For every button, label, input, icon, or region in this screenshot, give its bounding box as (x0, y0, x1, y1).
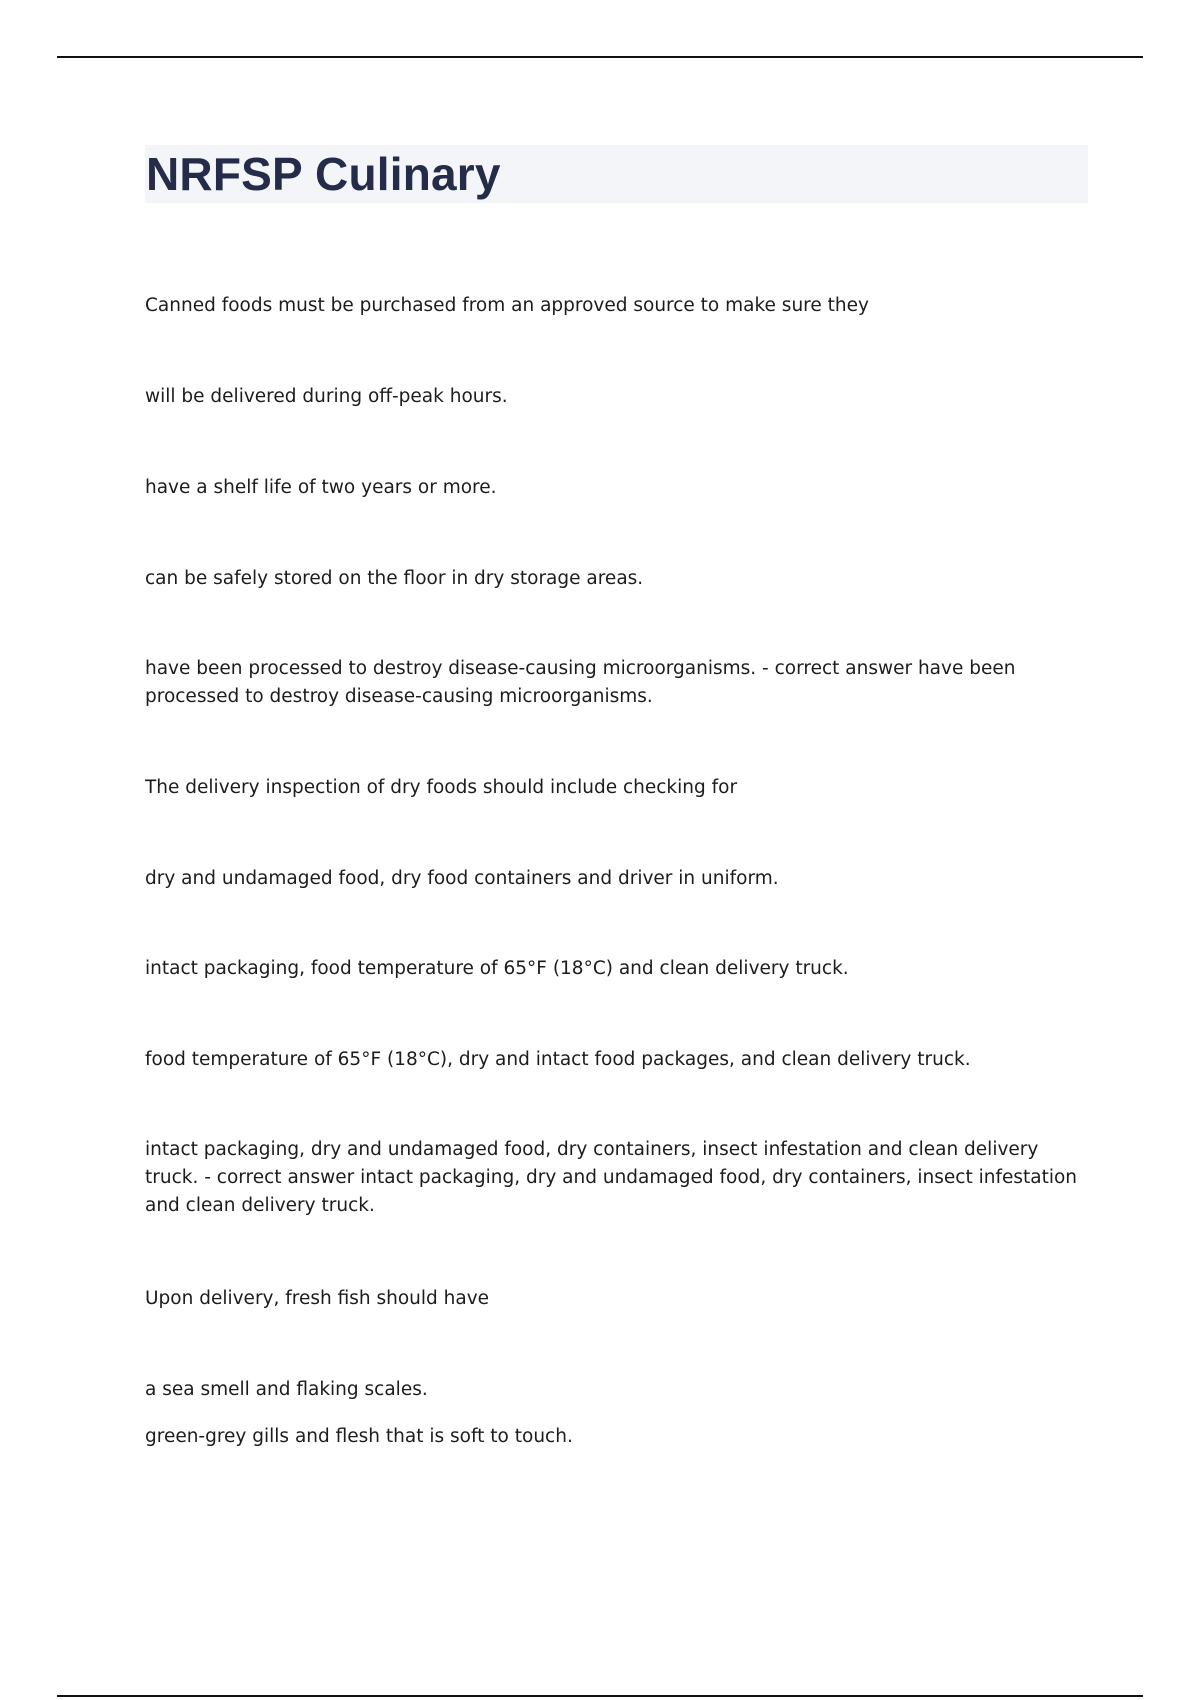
page-title: NRFSP Culinary (146, 148, 501, 200)
question-1-option: can be safely stored on the floor in dry storage areas. (145, 568, 644, 589)
question-2-option: dry and undamaged food, dry food containers and driver in uniform. (145, 868, 779, 889)
question-2-stem: The delivery inspection of dry foods should include checking for (145, 777, 738, 798)
question-1-answer: have been processed to destroy disease-causing microorganisms. - correct answer have been processed to destroy disease-causing microorganisms. (145, 658, 1016, 707)
question-3-option: green-grey gills and flesh that is soft to touch. (145, 1426, 573, 1447)
question-1-stem: Canned foods must be purchased from an approved source to make sure they (145, 295, 869, 316)
question-3-option: a sea smell and flaking scales. (145, 1379, 428, 1400)
question-3-stem: Upon delivery, fresh fish should have (145, 1288, 490, 1309)
question-2-answer: intact packaging, dry and undamaged food, dry containers, insect infestation and clean delivery truck. - correct answer intact packaging, dry and undamaged food, dry containers, insect infestation and clean delivery truck. (145, 1139, 1078, 1216)
question-2-option: intact packaging, food temperature of 65°F (18°C) and clean delivery truck. (145, 958, 849, 979)
header-rule (57, 56, 1143, 58)
footer-rule (57, 1695, 1143, 1697)
question-1-option: will be delivered during off-peak hours. (145, 386, 508, 407)
question-2-option: food temperature of 65°F (18°C), dry and intact food packages, and clean delivery truck. (145, 1049, 971, 1070)
question-1-option: have a shelf life of two years or more. (145, 477, 497, 498)
